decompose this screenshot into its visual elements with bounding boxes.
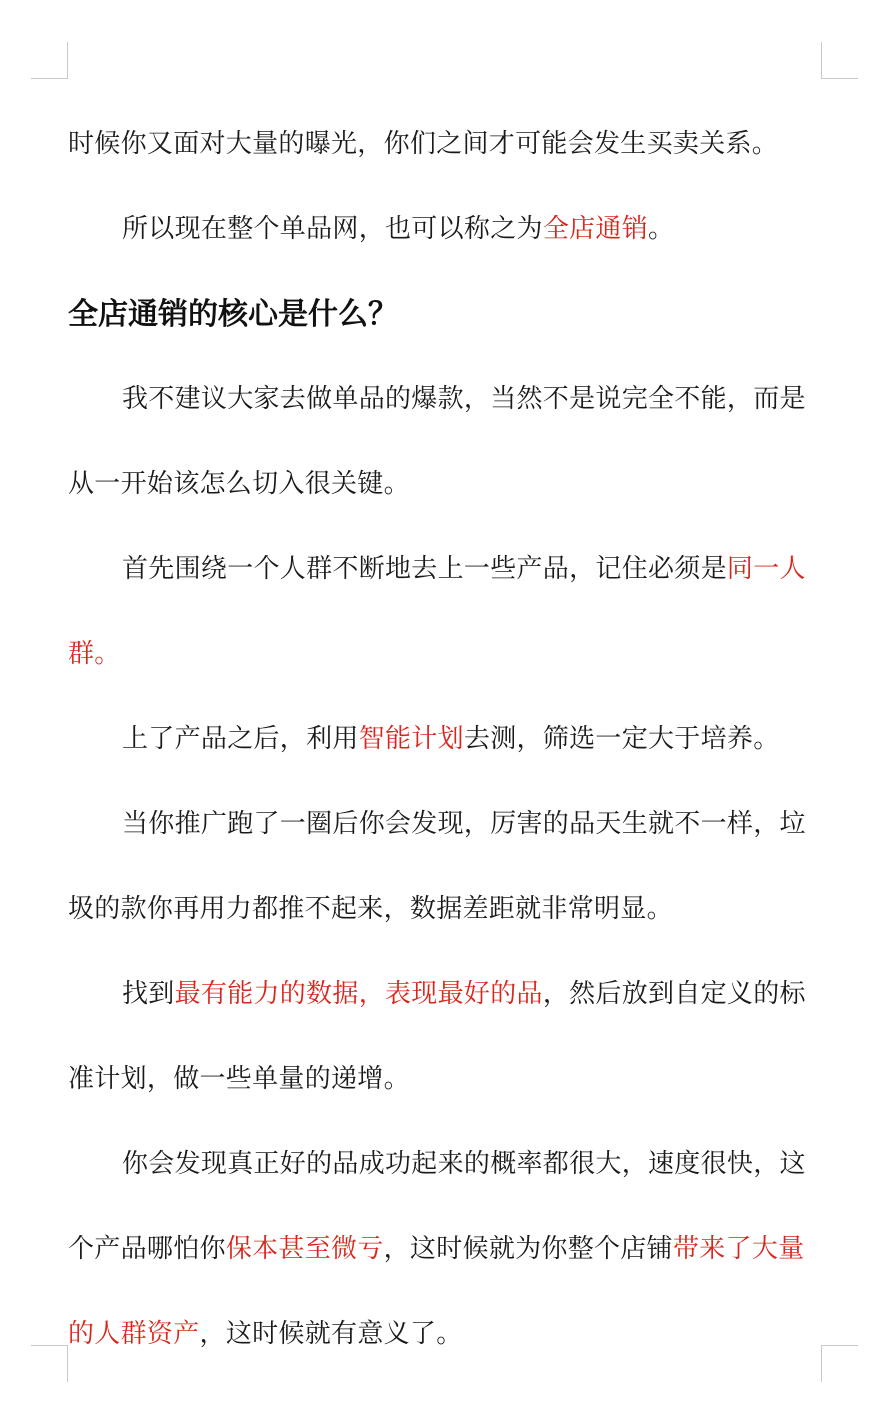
highlight-text: 同一人群。 — [68, 554, 806, 669]
paragraph-6 — [68, 782, 822, 952]
text-run: 所以现在整个单品网，也可以称之为 — [122, 214, 543, 244]
paragraph-5 — [68, 697, 822, 782]
text-run: 首先围绕一个人群不断地去上一些产品，记住必须是 — [122, 554, 727, 584]
text-run: 找到 — [122, 979, 175, 1009]
paragraph-1 — [68, 102, 822, 187]
text-run: ，然后放到自定义的标准计划，做一些单量的递增。 — [68, 979, 806, 1094]
document-body — [68, 102, 822, 1377]
text-run: 当你推广跑了一圈后你会发现，厉害的品天生就不一样，垃圾的款你再用力都推不起来，数据差距就非常明显。 — [68, 809, 806, 924]
highlight-text: 智能计划 — [358, 724, 464, 754]
text-run: 。 — [648, 214, 675, 244]
paragraph-8 — [68, 1122, 822, 1377]
text-run: 你会发现真正好的品成功起来的概率都很大，速度很快，这个产品哪怕你 — [68, 1149, 806, 1264]
paragraph-2 — [68, 187, 822, 272]
highlight-text: 最有能力的数据，表现最好的品 — [174, 979, 543, 1009]
text-run: ，这时候就为你整个店铺 — [383, 1234, 673, 1264]
section-heading: 全店通销的核心是什么？ — [68, 297, 398, 332]
crop-mark-top-left — [31, 42, 68, 79]
highlight-text: 全店通销 — [542, 214, 649, 244]
crop-mark-top-right — [821, 42, 858, 79]
paragraph-4 — [68, 527, 822, 697]
text-run: ，这时候就有意义了。 — [199, 1319, 463, 1349]
highlight-text: 带来了大量的人群资产 — [68, 1234, 805, 1349]
paragraph-7 — [68, 952, 822, 1122]
crop-mark-bottom-right — [821, 1345, 858, 1382]
text-run: 我不建议大家去做单品的爆款，当然不是说完全不能，而是从一开始该怎么切入很关键。 — [68, 384, 806, 499]
text-run: 时候你又面对大量的曝光，你们之间才可能会发生买卖关系。 — [68, 129, 779, 159]
paragraph-3 — [68, 357, 822, 527]
text-run: 上了产品之后，利用 — [122, 724, 359, 754]
highlight-text: 保本甚至微亏 — [225, 1234, 384, 1264]
crop-mark-bottom-left — [31, 1345, 68, 1382]
text-run: 去测，筛选一定大于培养。 — [463, 724, 780, 754]
